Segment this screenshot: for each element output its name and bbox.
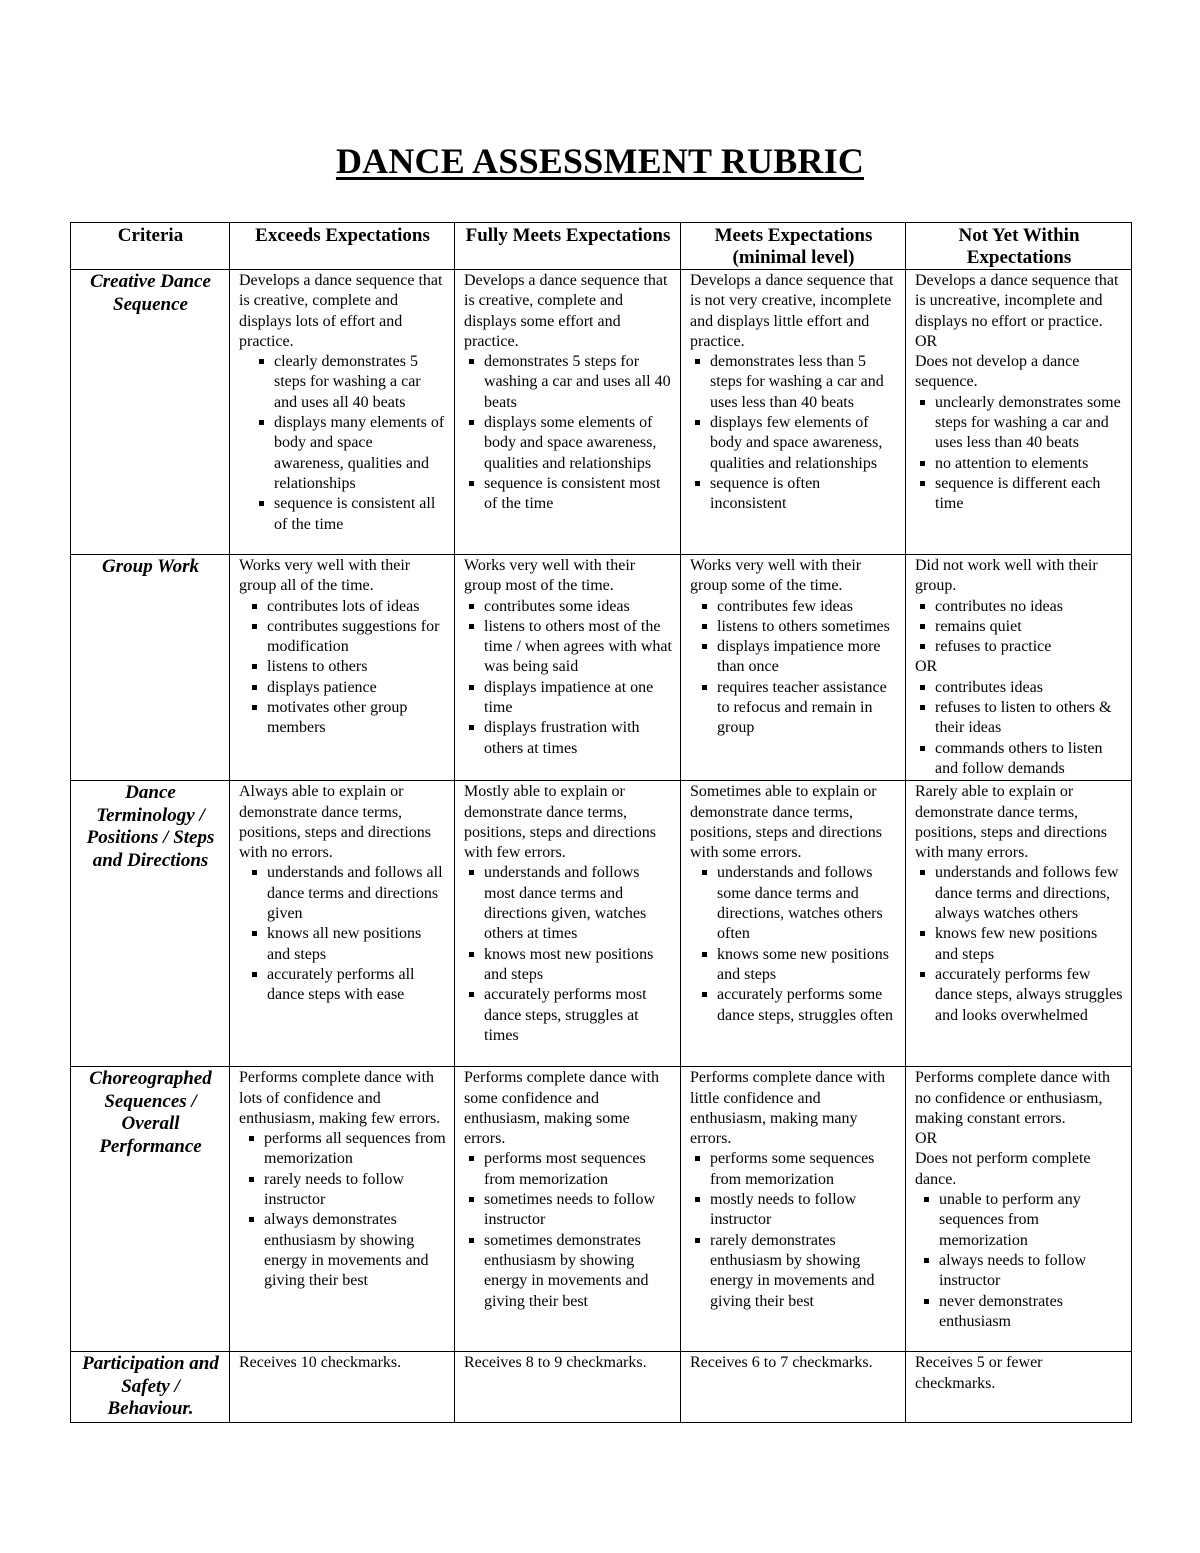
criteria-cell: Choreographed Sequences / Overall Performance [71,1067,230,1352]
notyet-cell [906,1067,1132,1352]
notyet-cell [906,555,1132,781]
list-item: contributes no ideas [935,597,1123,617]
list-item: unclearly demonstrates some steps for washing a car and uses less than 40 beats [935,393,1123,454]
list-item: never demonstrates enthusiasm [939,1292,1123,1333]
cell-text: Rarely able to explain or demonstrate dance terms, positions, steps and directions with many errors. [915,783,1107,862]
cell-text: Did not work well with their group. [915,557,1098,595]
or-text: OR [915,658,938,676]
exceeds-cell [230,781,455,1067]
notyet-cell [906,1352,1132,1423]
list-item: sometimes needs to follow instructor [484,1190,672,1231]
list-item: contributes few ideas [717,597,897,617]
cell-text: Performs complete dance with some confidence and enthusiasm, making some errors. [464,1069,660,1148]
list-item: sometimes demonstrates enthusiasm by showing energy in movements and giving their best [484,1231,672,1312]
fully-cell [455,270,681,555]
header-exceeds: Exceeds Expectations [230,223,455,270]
exceeds-cell [230,1067,455,1352]
list-item: commands others to listen and follow demands [935,739,1123,780]
meets-cell [681,781,906,1067]
meets-cell [681,270,906,555]
list-item: listens to others [267,657,446,677]
bullet-list [935,393,1123,515]
bullet-list [484,352,672,514]
cell-text: Does not perform complete dance. [915,1150,1091,1188]
or-text: OR [915,1130,938,1148]
header-row [71,223,1132,270]
table-row [71,1352,1132,1423]
bullet-list [935,678,1123,779]
header-notyet: Not Yet Within Expectations [906,223,1132,270]
bullet-list [935,863,1123,1025]
criteria-cell: Creative Dance Sequence [71,270,230,555]
list-item: always needs to follow instructor [939,1251,1123,1292]
list-item: displays some elements of body and space awareness, qualities and relationships [484,413,672,474]
bullet-list [710,352,897,514]
cell-text: Works very well with their group most of the time. [464,557,636,595]
notyet-cell [906,270,1132,555]
list-item: mostly needs to follow instructor [710,1190,897,1231]
list-item: displays impatience at one time [484,678,672,719]
list-item: demonstrates 5 steps for washing a car and uses all 40 beats [484,352,672,413]
cell-text: Develops a dance sequence that is not very creative, incomplete and displays little effort and practice. [690,272,894,350]
list-item: displays few elements of body and space awareness, qualities and relationships [710,413,897,474]
or-text: OR [915,332,938,350]
cell-text: Performs complete dance with no confidence or enthusiasm, making constant errors. [915,1069,1111,1127]
list-item: refuses to listen to others & their ideas [935,698,1123,739]
list-item: understands and follows all dance terms and directions given [267,863,446,924]
cell-text: Receives 5 or fewer checkmarks. [915,1354,1043,1392]
list-item: displays patience [267,678,446,698]
cell-text: Sometimes able to explain or demonstrate dance terms, positions, steps and directions with some errors. [690,783,882,862]
table-row [71,1067,1132,1352]
list-item: accurately performs some dance steps, struggles often [717,985,897,1026]
list-item: contributes ideas [935,678,1123,698]
exceeds-cell [230,555,455,781]
list-item: always demonstrates enthusiasm by showing energy in movements and giving their best [264,1210,446,1291]
list-item: contributes some ideas [484,597,672,617]
table-row [71,781,1132,1067]
list-item: accurately performs all dance steps with ease [267,965,446,1006]
fully-cell [455,1352,681,1423]
fully-cell [455,555,681,781]
list-item: accurately performs few dance steps, always struggles and looks overwhelmed [935,965,1123,1026]
rubric-table [70,222,1132,1423]
cell-text: Always able to explain or demonstrate dance terms, positions, steps and directions with no errors. [239,783,431,862]
list-item: knows few new positions and steps [935,924,1123,965]
bullet-list [274,352,446,535]
list-item: knows most new positions and steps [484,945,672,986]
cell-text: Mostly able to explain or demonstrate dance terms, positions, steps and directions with few errors. [464,783,656,862]
list-item: performs most sequences from memorization [484,1149,672,1190]
notyet-cell [906,781,1132,1067]
list-item: performs some sequences from memorization [710,1149,897,1190]
meets-cell [681,555,906,781]
criteria-cell: Dance Terminology / Positions / Steps and Directions [71,781,230,1067]
list-item: refuses to practice [935,637,1123,657]
cell-text: Performs complete dance with lots of confidence and enthusiasm, making few errors. [239,1069,441,1127]
document-title: DANCE ASSESSMENT RUBRIC [335,141,865,181]
cell-text: Receives 8 to 9 checkmarks. [464,1354,647,1372]
bullet-list [484,863,672,1046]
bullet-list [267,863,446,1005]
bullet-list [484,597,672,759]
list-item: understands and follows few dance terms and directions, always watches others [935,863,1123,924]
cell-text: Does not develop a dance sequence. [915,353,1080,391]
header-fully: Fully Meets Expectations [455,223,681,270]
list-item: sequence is consistent most of the time [484,474,672,515]
cell-text: Develops a dance sequence that is creative, complete and displays lots of effort and practice. [239,272,443,350]
list-item: sequence is often inconsistent [710,474,897,515]
cell-text: Works very well with their group some of the time. [690,557,862,595]
list-item: performs all sequences from memorization [264,1129,446,1170]
list-item: listens to others most of the time / when agrees with what was being said [484,617,672,678]
cell-text: Develops a dance sequence that is creative, complete and displays some effort and practice. [464,272,668,350]
list-item: displays frustration with others at times [484,718,672,759]
cell-text: Receives 10 checkmarks. [239,1354,402,1372]
list-item: listens to others sometimes [717,617,897,637]
list-item: clearly demonstrates 5 steps for washing a car and uses all 40 beats [274,352,446,413]
fully-cell [455,781,681,1067]
cell-text: Develops a dance sequence that is uncreative, incomplete and displays no effort or practice. [915,272,1119,330]
bullet-list [710,1149,897,1311]
bullet-list [267,597,446,739]
bullet-list [264,1129,446,1291]
list-item: understands and follows most dance terms and directions given, watches others at times [484,863,672,944]
table-row [71,270,1132,555]
bullet-list [939,1190,1123,1332]
list-item: requires teacher assistance to refocus and remain in group [717,678,897,739]
list-item: unable to perform any sequences from memorization [939,1190,1123,1251]
bullet-list [717,863,897,1025]
list-item: contributes lots of ideas [267,597,446,617]
cell-text: Receives 6 to 7 checkmarks. [690,1354,873,1372]
header-criteria: Criteria [71,223,230,270]
list-item: remains quiet [935,617,1123,637]
criteria-cell: Participation and Safety / Behaviour. [71,1352,230,1423]
list-item: accurately performs most dance steps, struggles at times [484,985,672,1046]
list-item: displays impatience more than once [717,637,897,678]
list-item: rarely needs to follow instructor [264,1170,446,1211]
list-item: demonstrates less than 5 steps for washing a car and uses less than 40 beats [710,352,897,413]
list-item: contributes suggestions for modification [267,617,446,658]
list-item: knows all new positions and steps [267,924,446,965]
criteria-cell: Group Work [71,555,230,781]
list-item: sequence is different each time [935,474,1123,515]
table-row [71,555,1132,781]
list-item: rarely demonstrates enthusiasm by showing energy in movements and giving their best [710,1231,897,1312]
list-item: displays many elements of body and space awareness, qualities and relationships [274,413,446,494]
bullet-list [717,597,897,739]
list-item: no attention to elements [935,454,1123,474]
header-meets: Meets Expectations (minimal level) [681,223,906,270]
cell-text: Works very well with their group all of the time. [239,557,411,595]
list-item: understands and follows some dance terms and directions, watches others often [717,863,897,944]
fully-cell [455,1067,681,1352]
exceeds-cell [230,270,455,555]
meets-cell [681,1352,906,1423]
list-item: knows some new positions and steps [717,945,897,986]
bullet-list [484,1149,672,1311]
list-item: sequence is consistent all of the time [274,494,446,535]
exceeds-cell [230,1352,455,1423]
list-item: motivates other group members [267,698,446,739]
bullet-list [935,597,1123,658]
cell-text: Performs complete dance with little confidence and enthusiasm, making many errors. [690,1069,886,1148]
meets-cell [681,1067,906,1352]
